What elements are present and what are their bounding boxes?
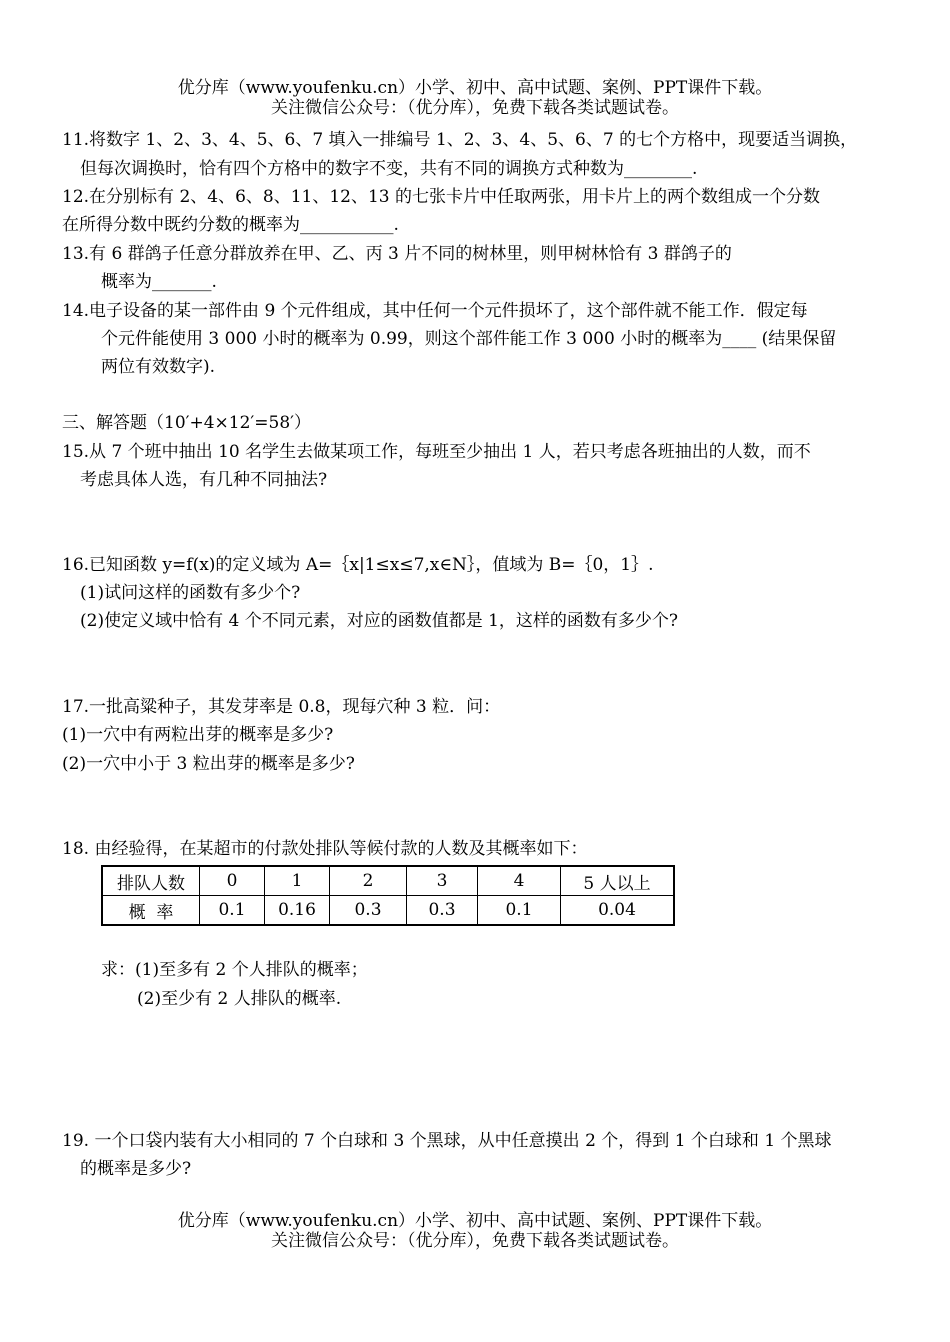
q17-line-1: 17.一批高粱种子，其发芽率是 0.8，现每穴种 3 粒．问： [62,697,501,717]
table-cell: 2 [330,866,407,896]
q14-line-1: 14.电子设备的某一部件由 9 个元件组成，其中任何一个元件损坏了，这个部件就不能工作．假定每 [62,301,808,321]
q11-line-2: 但每次调换时，恰有四个方格中的数字不变，共有不同的调换方式种数为________. [80,159,698,179]
table-cell: 0.1 [200,896,265,926]
page-header [0,78,950,118]
q18-line-1: 18. 由经验得，在某超市的付款处排队等候付款的人数及其概率如下： [62,839,588,859]
table-header-row [102,866,674,896]
footer-line-1: 优分库（www.youfenku.cn）小学、初中、高中试题、案例、PPT课件下载。 [177,1211,773,1231]
q16-line-1: 16.已知函数 y=f(x)的定义域为 A=｛x|1≤x≤7,x∈N｝，值域为 B=｛0，1｝. [62,555,654,575]
table-row [102,896,674,926]
table-cell: 0 [200,866,265,896]
table-cell: 排队人数 [102,866,200,896]
table-cell: 0.1 [478,896,561,926]
footer-line-2: 关注微信公众号：（优分库），免费下载各类试题试卷。 [271,1231,679,1251]
q12-line-1: 12.在分别标有 2、4、6、8、11、12、13 的七张卡片中任取两张，用卡片上的两个数组成一个分数 [62,187,821,207]
q18-ask-2: (2)至少有 2 人排队的概率. [137,989,342,1009]
section-3-title: 三、解答题（10′+4×12′=58′） [62,413,312,433]
page-footer [0,1211,950,1251]
q14-line-2: 个元件能使用 3 000 小时的概率为 0.99，则这个部件能工作 3 000 小时的概率为____ (结果保留 [101,329,837,349]
q18-ask-1: 求：(1)至多有 2 个人排队的概率； [101,960,368,980]
q16-sub-2: (2)使定义域中恰有 4 个不同元素，对应的函数值都是 1，这样的函数有多少个? [80,611,679,631]
table-cell: 0.04 [561,896,675,926]
q17-sub-2: (2)一穴中小于 3 粒出芽的概率是多少? [62,754,355,774]
table-cell: 1 [265,866,330,896]
table-cell: 3 [407,866,478,896]
q11-line-1: 11.将数字 1、2、3、4、5、6、7 填入一排编号 1、2、3、4、5、6、7 的七个方格中，现要适当调换， [62,130,858,150]
table-cell: 0.3 [407,896,478,926]
q16-sub-1: (1)试问这样的函数有多少个? [80,583,301,603]
q19-line-2: 的概率是多少? [80,1159,192,1179]
q14-line-3: 两位有效数字). [101,357,216,377]
q15-line-2: 考虑具体人选，有几种不同抽法? [80,470,328,490]
q13-line-1: 13.有 6 群鸽子任意分群放养在甲、乙、丙 3 片不同的树林里，则甲树林恰有 3 群鸽子的 [62,244,732,264]
q15-line-1: 15.从 7 个班中抽出 10 名学生去做某项工作，每班至少抽出 1 人，若只考虑各班抽出的人数，而不 [62,442,811,462]
q12-line-2: 在所得分数中既约分数的概率为___________. [62,215,399,235]
q19-line-1: 19. 一个口袋内装有大小相同的 7 个白球和 3 个黑球，从中任意摸出 2 个，得到 1 个白球和 1 个黑球 [62,1131,832,1151]
queue-probability-table [101,865,675,926]
q17-sub-1: (1)一穴中有两粒出芽的概率是多少? [62,725,334,745]
header-line-2: 关注微信公众号：（优分库），免费下载各类试题试卷。 [271,98,679,118]
q13-line-2: 概率为_______. [101,272,217,292]
table-cell: 0.3 [330,896,407,926]
table-cell: 5 人以上 [561,866,675,896]
table-cell: 概 率 [102,896,200,926]
header-line-1: 优分库（www.youfenku.cn）小学、初中、高中试题、案例、PPT课件下载。 [177,78,773,98]
table-cell: 4 [478,866,561,896]
table-cell: 0.16 [265,896,330,926]
